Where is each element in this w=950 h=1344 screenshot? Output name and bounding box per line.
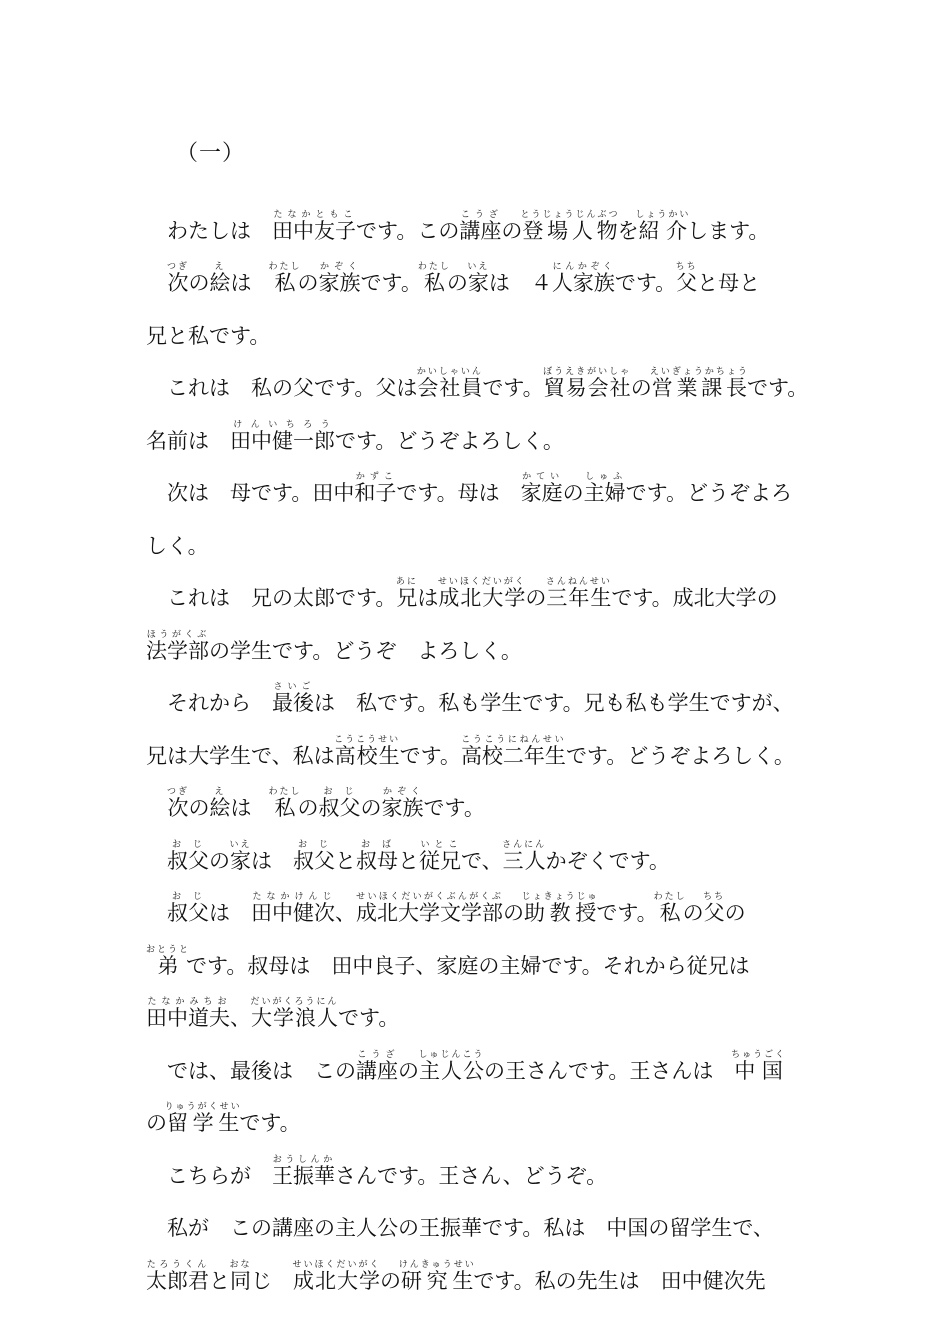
ruby-word: [164, 1102, 242, 1135]
furigana: いえ: [467, 262, 490, 272]
text-run: は: [417, 586, 439, 610]
ruby-base: 私: [417, 271, 451, 295]
ruby-word: [250, 997, 339, 1030]
ruby-word: [272, 682, 314, 715]
furigana: じょきょうじゅ: [521, 892, 599, 902]
text-run: 、: [335, 901, 356, 925]
ruby-word: [209, 262, 231, 295]
ruby-word: [356, 839, 398, 873]
text-run: です。叔母は 田中良子、家庭の主婦です。それから従兄は: [186, 953, 750, 978]
ruby-word: [521, 892, 599, 925]
furigana: たなかみちお: [146, 997, 230, 1007]
ruby-base: 法学部: [146, 638, 209, 663]
ruby-word: [146, 629, 209, 663]
furigana: りゅうがくせい: [164, 1102, 242, 1112]
furigana: あに: [395, 577, 418, 587]
ruby-word: [356, 1049, 398, 1083]
text-run: と母と: [697, 271, 761, 295]
text-run: です。どうぞよろ: [625, 481, 792, 505]
text-line: [146, 988, 816, 1041]
ruby-base: 留学生: [164, 1111, 242, 1135]
ruby-base: 成北大学: [437, 586, 526, 610]
text-run: は 私です。私も学生です。兄も私も学生ですが、: [314, 691, 794, 715]
line-text: [146, 630, 522, 663]
ruby-word: [167, 262, 190, 295]
text-run: です。: [596, 901, 658, 925]
ruby-word: [416, 367, 483, 400]
text-line: [146, 883, 816, 936]
ruby-base: 紹介: [635, 218, 691, 243]
furigana: わたし: [653, 892, 687, 902]
ruby-base: 成北大学: [292, 1268, 381, 1293]
text-run: これは 兄の太郎です。: [167, 586, 397, 610]
ruby-base: 弟: [146, 953, 190, 978]
furigana: さんにん: [502, 839, 547, 850]
ruby-base: 会社員: [416, 376, 483, 400]
text-line: [146, 830, 816, 883]
text-run: 兄と私です。: [146, 323, 271, 348]
furigana: いとこ: [419, 839, 461, 850]
text-line: [146, 305, 816, 358]
furigana: さいご: [272, 682, 314, 692]
ruby-base: 叔母: [356, 848, 398, 873]
ruby-base: 営業課長: [649, 376, 749, 400]
ruby-word: [209, 787, 231, 820]
ruby-base: 田中健一郎: [230, 428, 335, 453]
furigana: せいほくだいがくぶんがくぶ: [356, 892, 503, 902]
text-run: と: [335, 848, 356, 873]
ruby-base: 講座: [459, 218, 502, 243]
text-run: の: [562, 481, 584, 505]
text-run: します。: [687, 218, 770, 243]
ruby-word: [703, 892, 726, 925]
ruby-word: [419, 839, 461, 873]
text-run: の: [188, 796, 210, 820]
line-text: [146, 735, 795, 768]
furigana: だいがくろうにん: [250, 997, 339, 1007]
text-run: の: [398, 1058, 419, 1083]
ruby-word: [418, 1049, 485, 1083]
furigana: しょうかい: [635, 209, 691, 220]
ruby-base: 同: [229, 1268, 252, 1293]
furigana: けんきゅうせい: [398, 1259, 476, 1270]
ruby-word: [292, 1259, 381, 1293]
ruby-word: [417, 262, 451, 295]
line-text: [146, 1102, 301, 1135]
furigana: たなかけんじ: [251, 892, 335, 902]
furigana: かてい: [520, 472, 563, 482]
furigana: わたし: [268, 262, 302, 272]
ruby-word: [520, 472, 563, 505]
text-run: です。: [239, 1111, 301, 1135]
ruby-base: 田中道夫: [146, 1006, 230, 1030]
line-text: [167, 1216, 774, 1240]
line-text: [167, 1155, 607, 1188]
ruby-word: [146, 944, 191, 978]
text-run: です。: [482, 376, 544, 400]
ruby-base: 家庭: [520, 481, 563, 505]
ruby-base: 兄: [395, 586, 418, 610]
text-run: の: [503, 901, 524, 925]
furigana: つぎ: [167, 787, 190, 797]
ruby-base: 成北大学文学部: [356, 901, 503, 925]
furigana: たなかともこ: [272, 209, 356, 220]
text-run: それから: [167, 691, 272, 715]
text-line: [146, 515, 816, 568]
text-run: です。: [338, 1006, 400, 1030]
line-text: [167, 262, 760, 295]
text-run: こちらが: [167, 1163, 272, 1188]
ruby-word: [653, 892, 687, 925]
text-run: 兄は大学生で、私は: [146, 743, 335, 768]
text-line: [146, 1093, 816, 1146]
text-run: の学生です。どうぞ よろしく。: [209, 638, 522, 663]
ruby-word: [146, 1259, 209, 1293]
line-text: [167, 577, 778, 610]
furigana: せいほくだいがく: [437, 577, 526, 587]
text-run: です。: [423, 796, 485, 820]
line-text: [167, 682, 794, 715]
ruby-base: 絵: [209, 271, 231, 295]
text-run: の: [446, 271, 468, 295]
ruby-word: [268, 262, 302, 295]
line-text: [167, 472, 792, 505]
furigana: たろうくん: [146, 1259, 209, 1270]
ruby-base: 中国: [731, 1058, 787, 1083]
line-text: [146, 1260, 766, 1293]
furigana: おば: [356, 839, 398, 850]
line-text: [146, 420, 564, 453]
ruby-word: [356, 892, 503, 925]
text-line: [146, 778, 816, 831]
ruby-base: 人家族: [551, 271, 615, 295]
text-run: 私が この講座の主人公の王振華です。私は 中国の留学生で、: [167, 1216, 774, 1240]
text-run: は: [230, 796, 273, 820]
line-text: [146, 534, 209, 558]
text-run: 名前は: [146, 428, 230, 453]
line-text: [146, 324, 270, 348]
furigana: とうじょうじんぶつ: [520, 209, 620, 220]
furigana: かぞく: [318, 262, 361, 272]
ruby-word: [520, 209, 620, 243]
text-run: です。私の先生は 田中健次先: [473, 1268, 766, 1293]
text-line: [146, 1040, 816, 1093]
furigana: ちち: [675, 262, 698, 272]
furigana: おじ: [167, 892, 209, 902]
furigana: にんかぞく: [551, 262, 615, 272]
line-text: [167, 840, 670, 873]
text-run: の: [630, 376, 652, 400]
ruby-base: 登場人物: [520, 218, 620, 243]
text-run: しく。: [146, 533, 209, 558]
ruby-word: [229, 839, 252, 873]
text-run: さんです。王さん、どうぞ。: [335, 1163, 608, 1188]
ruby-base: 最後: [272, 691, 314, 715]
ruby-base: 従兄: [419, 848, 461, 873]
ruby-word: [398, 1259, 476, 1293]
ruby-base: 私: [268, 796, 302, 820]
ruby-base: 田中友子: [272, 218, 356, 243]
ruby-word: [268, 787, 302, 820]
furigana: おじ: [167, 839, 209, 850]
text-run: の: [525, 586, 547, 610]
ruby-word: [230, 419, 335, 453]
furigana: おじ: [318, 787, 361, 797]
ruby-base: 家族: [381, 796, 424, 820]
ruby-word: [272, 1154, 335, 1188]
ruby-base: 次: [167, 271, 189, 295]
ruby-base: 私: [268, 271, 302, 295]
furigana: ちち: [703, 892, 726, 902]
ruby-base: 講座: [356, 1058, 398, 1083]
ruby-word: [167, 892, 209, 925]
text-line: [146, 1145, 816, 1198]
text-run: の: [380, 1268, 402, 1293]
furigana: かいしゃいん: [416, 367, 483, 377]
ruby-base: 和子: [354, 481, 397, 505]
ruby-word: [167, 839, 209, 873]
line-text: [167, 892, 746, 925]
furigana: おじ: [293, 839, 335, 850]
ruby-word: [731, 1049, 787, 1083]
furigana: かずこ: [354, 472, 397, 482]
text-run: です。: [614, 271, 677, 295]
text-run: の: [682, 901, 704, 925]
ruby-base: 高校生: [334, 743, 401, 768]
ruby-word: [467, 262, 490, 295]
ruby-word: [460, 734, 566, 768]
ruby-base: 主人公: [418, 1058, 485, 1083]
ruby-base: 絵: [209, 796, 231, 820]
furigana: わたし: [417, 262, 451, 272]
furigana: さんねんせい: [545, 577, 612, 587]
text-line: [146, 1250, 816, 1303]
text-run: です。この: [356, 218, 460, 243]
line-text: [167, 210, 769, 243]
text-run: の: [146, 1111, 167, 1135]
text-run: は: [209, 901, 251, 925]
ruby-word: [146, 997, 230, 1030]
ruby-word: [551, 262, 615, 295]
line-text: [146, 997, 399, 1030]
furigana: おとうと: [146, 944, 191, 955]
ruby-word: [545, 577, 612, 610]
ruby-word: [272, 209, 356, 243]
ruby-base: 叔父: [293, 848, 335, 873]
ruby-base: 次: [167, 796, 189, 820]
ruby-word: [318, 262, 361, 295]
text-run: です。母は: [396, 481, 521, 505]
ruby-word: [437, 577, 526, 610]
text-line: [146, 725, 816, 778]
ruby-base: 私: [653, 901, 687, 925]
furigana: しゅじんこう: [418, 1049, 485, 1060]
text-run: 次は 母です。田中: [167, 481, 355, 505]
text-run: の: [188, 271, 210, 295]
text-run: の: [724, 901, 746, 925]
ruby-base: 王振華: [272, 1163, 335, 1188]
text-run: は ４: [488, 271, 552, 295]
text-run: の: [209, 848, 230, 873]
ruby-word: [635, 209, 691, 243]
ruby-word: [167, 787, 190, 820]
furigana: ほうがくぶ: [146, 629, 209, 640]
ruby-word: [675, 262, 698, 295]
ruby-word: [459, 209, 502, 243]
text-line: [146, 200, 816, 253]
furigana: え: [209, 262, 231, 272]
furigana: え: [209, 787, 231, 797]
text-line: [146, 620, 816, 673]
ruby-base: 家: [229, 848, 252, 873]
text-run: の: [297, 271, 319, 295]
furigana: こうこうにねんせい: [460, 734, 566, 745]
text-run: と: [398, 848, 419, 873]
ruby-base: 助教授: [521, 901, 599, 925]
furigana: つぎ: [167, 262, 190, 272]
text-run: は: [251, 848, 293, 873]
text-run: です。: [399, 743, 461, 768]
section-heading: （一）: [176, 141, 246, 166]
ruby-base: 叔父: [167, 901, 209, 925]
ruby-base: 貿易会社: [543, 376, 632, 400]
ruby-base: 三年生: [545, 586, 612, 610]
furigana: わたし: [268, 787, 302, 797]
text-run: の: [360, 796, 382, 820]
text-run: です。: [360, 271, 422, 295]
ruby-base: 叔父: [318, 796, 361, 820]
text-line: [146, 253, 816, 306]
text-run: と: [209, 1268, 230, 1293]
furigana: ちゅうごく: [731, 1049, 787, 1060]
line-text: [167, 1050, 786, 1083]
ruby-base: 叔父: [167, 848, 209, 873]
ruby-word: [543, 367, 632, 400]
ruby-base: 父: [675, 271, 698, 295]
ruby-base: 太郎君: [146, 1268, 209, 1293]
text-run: は: [230, 271, 273, 295]
ruby-word: [354, 472, 397, 505]
text-line: [146, 935, 816, 988]
text-run: これは 私の父です。父は: [167, 376, 418, 400]
ruby-word: [251, 892, 335, 925]
text-line: [146, 568, 816, 621]
text-line: [146, 410, 816, 463]
ruby-base: 研究生: [398, 1268, 476, 1293]
ruby-word: [229, 1259, 252, 1293]
line-text: [167, 787, 485, 820]
ruby-base: 田中健次: [251, 901, 335, 925]
ruby-word: [502, 839, 547, 873]
furigana: けんいちろう: [230, 419, 335, 430]
text-run: かぞくです。: [545, 848, 670, 873]
ruby-word: [583, 472, 626, 505]
body-text: [146, 200, 816, 1303]
text-run: です。どうぞよろしく。: [565, 743, 795, 768]
text-line: [146, 463, 816, 516]
ruby-base: 家: [467, 271, 490, 295]
ruby-word: [649, 367, 749, 400]
ruby-base: 三人: [502, 848, 547, 873]
text-run: わたしは: [167, 218, 272, 243]
text-run: じ: [251, 1268, 293, 1293]
ruby-base: 家族: [318, 271, 361, 295]
furigana: せいほくだいがく: [292, 1259, 381, 1270]
text-run: の: [297, 796, 319, 820]
text-run: 、: [230, 1006, 251, 1030]
text-run: では、最後は この: [167, 1058, 356, 1083]
furigana: こうざ: [459, 209, 502, 220]
ruby-base: 高校二年生: [460, 743, 566, 768]
furigana: しゅふ: [583, 472, 626, 482]
text-run: を: [617, 218, 639, 243]
ruby-base: 主婦: [583, 481, 626, 505]
text-run: です。どうぞよろしく。: [335, 428, 564, 453]
furigana: おな: [229, 1259, 252, 1270]
ruby-base: 父: [703, 901, 726, 925]
line-text: [167, 367, 808, 400]
furigana: かぞく: [381, 787, 424, 797]
text-run: です。成北大学の: [611, 586, 778, 610]
ruby-word: [381, 787, 424, 820]
text-run: で、: [461, 848, 503, 873]
text-line: [146, 673, 816, 726]
text-line: [146, 1198, 816, 1251]
line-text: [146, 945, 750, 978]
furigana: えいぎょうかちょう: [649, 367, 749, 377]
ruby-word: [395, 577, 418, 610]
ruby-base: 大学浪人: [250, 1006, 339, 1030]
furigana: こうざ: [356, 1049, 398, 1060]
furigana: ぼうえきがいしゃ: [543, 367, 632, 377]
text-run: です。: [746, 376, 809, 400]
text-run: の王さんです。王さんは: [484, 1058, 735, 1083]
ruby-word: [318, 787, 361, 820]
furigana: いえ: [229, 839, 252, 850]
text-line: [146, 358, 816, 411]
furigana: こうこうせい: [334, 734, 401, 745]
ruby-word: [334, 734, 401, 768]
furigana: おうしんか: [272, 1154, 335, 1165]
ruby-word: [293, 839, 335, 873]
text-run: の: [501, 218, 523, 243]
